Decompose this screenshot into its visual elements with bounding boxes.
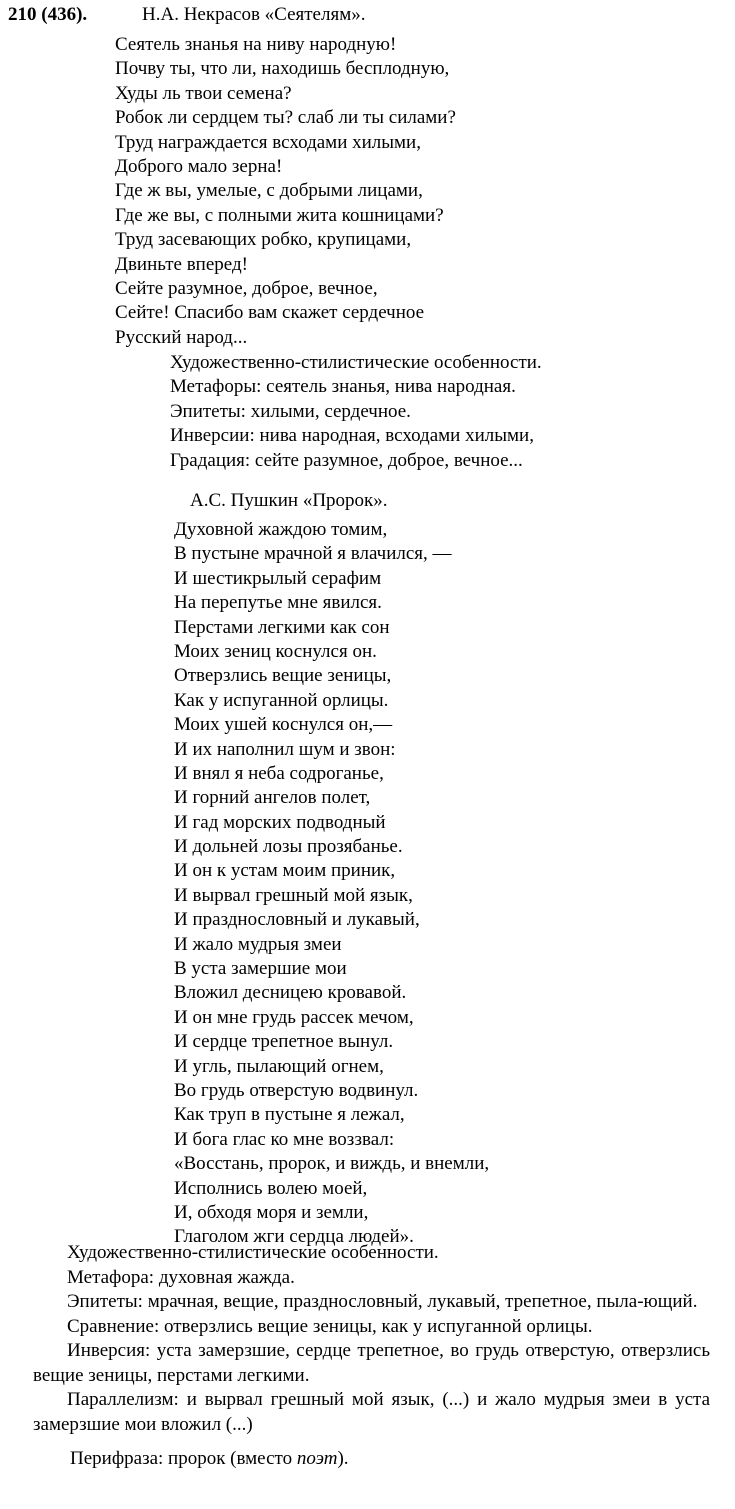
poem-line: Перстами легкими как сон xyxy=(174,616,390,638)
poem-line: Где же вы, с полными жита кошницами? xyxy=(115,204,444,226)
poem-line: И угль, пылающий огнем, xyxy=(174,1055,384,1077)
poem-line: И дольней лозы прозябанье. xyxy=(174,836,403,858)
analysis-line: Инверсии: нива народная, всходами хилыми, xyxy=(170,425,534,447)
poem-line: И гад морских подводный xyxy=(174,811,386,833)
poem-line: Почву ты, что ли, находишь бесплодную, xyxy=(115,58,450,80)
analysis-heading: Художественно-стилистические особенности. xyxy=(67,1242,439,1263)
poem-line: И шестикрылый серафим xyxy=(174,567,382,589)
periphrasis-prefix: Перифраза: пророк (вместо xyxy=(70,1448,297,1469)
exercise-number: 210 (436). xyxy=(8,4,88,25)
poem-line: И их наполнил шум и звон: xyxy=(174,738,396,760)
analysis-metaphor: Метафора: духовная жажда. xyxy=(67,1266,295,1288)
poem-line: И празднословный и лукавый, xyxy=(174,909,420,931)
poem-line: И жало мудрыя змеи xyxy=(174,933,342,955)
poem-line: Сеятель знанья на ниву народную! xyxy=(115,34,397,55)
poem-line: Русский народ... xyxy=(115,326,248,348)
poem-line: Как у испуганной орлицы. xyxy=(174,689,389,711)
analysis-parallelism: Параллелизм: и вырвал грешный мой язык, (...) и жало мудрыя змеи в уста замерзшие мои вложил (...) xyxy=(33,1389,710,1435)
poem-line: Худы ль твои семена? xyxy=(115,82,292,104)
analysis-line: Эпитеты: хилыми, сердечное. xyxy=(170,400,411,422)
poem2-analysis xyxy=(33,1241,710,1472)
analysis-epithets: Эпитеты: мрачная, вещие, празднословный, лукавый, трепетное, пыла-ющий. xyxy=(67,1291,698,1312)
poem-line: На перепутье мне явился. xyxy=(174,592,382,614)
poem-line: И он мне грудь рассек мечом, xyxy=(174,1006,414,1028)
poem-line: «Восстань, пророк, и виждь, и внемли, xyxy=(174,1153,490,1175)
poem-line: Глаголом жги сердца людей». xyxy=(174,1226,414,1248)
poem-line: И он к устам моим приник, xyxy=(174,860,396,882)
poem-line: Исполнись волею моей, xyxy=(174,1177,368,1199)
poem-line: Духовной жаждою томим, xyxy=(174,519,388,540)
poem-line: Труд засевающих робко, крупицами, xyxy=(115,229,412,251)
analysis-inversion: Инверсия: уста замерзшие, сердце трепетное, во грудь отверстую, отверзлись вещие зеницы, перстами легкими. xyxy=(33,1340,710,1386)
poem1-analysis xyxy=(170,351,542,473)
analysis-line: Художественно-стилистические особенности. xyxy=(170,352,542,373)
poem-line: Двиньте вперед! xyxy=(115,253,248,275)
poem-line: В пустыне мрачной я влачился, — xyxy=(174,543,452,565)
poem-line: И вырвал грешный мой язык, xyxy=(174,884,413,906)
analysis-periphrasis xyxy=(33,1447,710,1472)
poem-line: И горний ангелов полет, xyxy=(174,787,371,809)
poem-line: Труд награждается всходами хилыми, xyxy=(115,131,421,153)
poem-line: Вложил десницею кровавой. xyxy=(174,982,407,1004)
periphrasis-italic: поэт xyxy=(296,1448,338,1469)
poem-line: Сейте! Спасибо вам скажет сердечное xyxy=(115,302,425,324)
poem-line: В уста замершие мои xyxy=(174,958,347,980)
poem-line: Во грудь отверстую водвинул. xyxy=(174,1079,419,1101)
poem-line: И бога глас ко мне воззвал: xyxy=(174,1128,395,1150)
poem-line: Моих зениц коснулся он. xyxy=(174,640,377,662)
poem-line: И, обходя моря и земли, xyxy=(174,1201,369,1223)
analysis-line: Метафоры: сеятель знанья, нива народная. xyxy=(170,376,516,398)
poem-line: Отверзлись вещие зеницы, xyxy=(174,665,392,687)
poem-line: И сердце трепетное вынул. xyxy=(174,1031,394,1053)
poem-line: И внял я неба содроганье, xyxy=(174,762,384,784)
poem-line: Сейте разумное, доброе, вечное, xyxy=(115,277,378,299)
analysis-comparison: Сравнение: отверзлись вещие зеницы, как у испуганной орлицы. xyxy=(67,1315,593,1337)
poem2-title: А.С. Пушкин «Пророк». xyxy=(190,490,388,511)
poem2-text xyxy=(174,518,489,1250)
poem1-title: Н.А. Некрасов «Сеятелям». xyxy=(142,4,366,25)
poem-line: Робок ли сердцем ты? слаб ли ты силами? xyxy=(115,107,456,129)
poem-line: Где ж вы, умелые, с добрыми лицами, xyxy=(115,180,423,202)
poem-line: Доброго мало зерна! xyxy=(115,155,283,177)
analysis-line: Градация: сейте разумное, доброе, вечное... xyxy=(170,449,523,471)
periphrasis-suffix: ). xyxy=(337,1448,349,1469)
poem-line: Моих ушей коснулся он,— xyxy=(174,714,393,736)
poem-line: Как труп в пустыне я лежал, xyxy=(174,1104,405,1126)
poem1-text xyxy=(115,33,456,350)
